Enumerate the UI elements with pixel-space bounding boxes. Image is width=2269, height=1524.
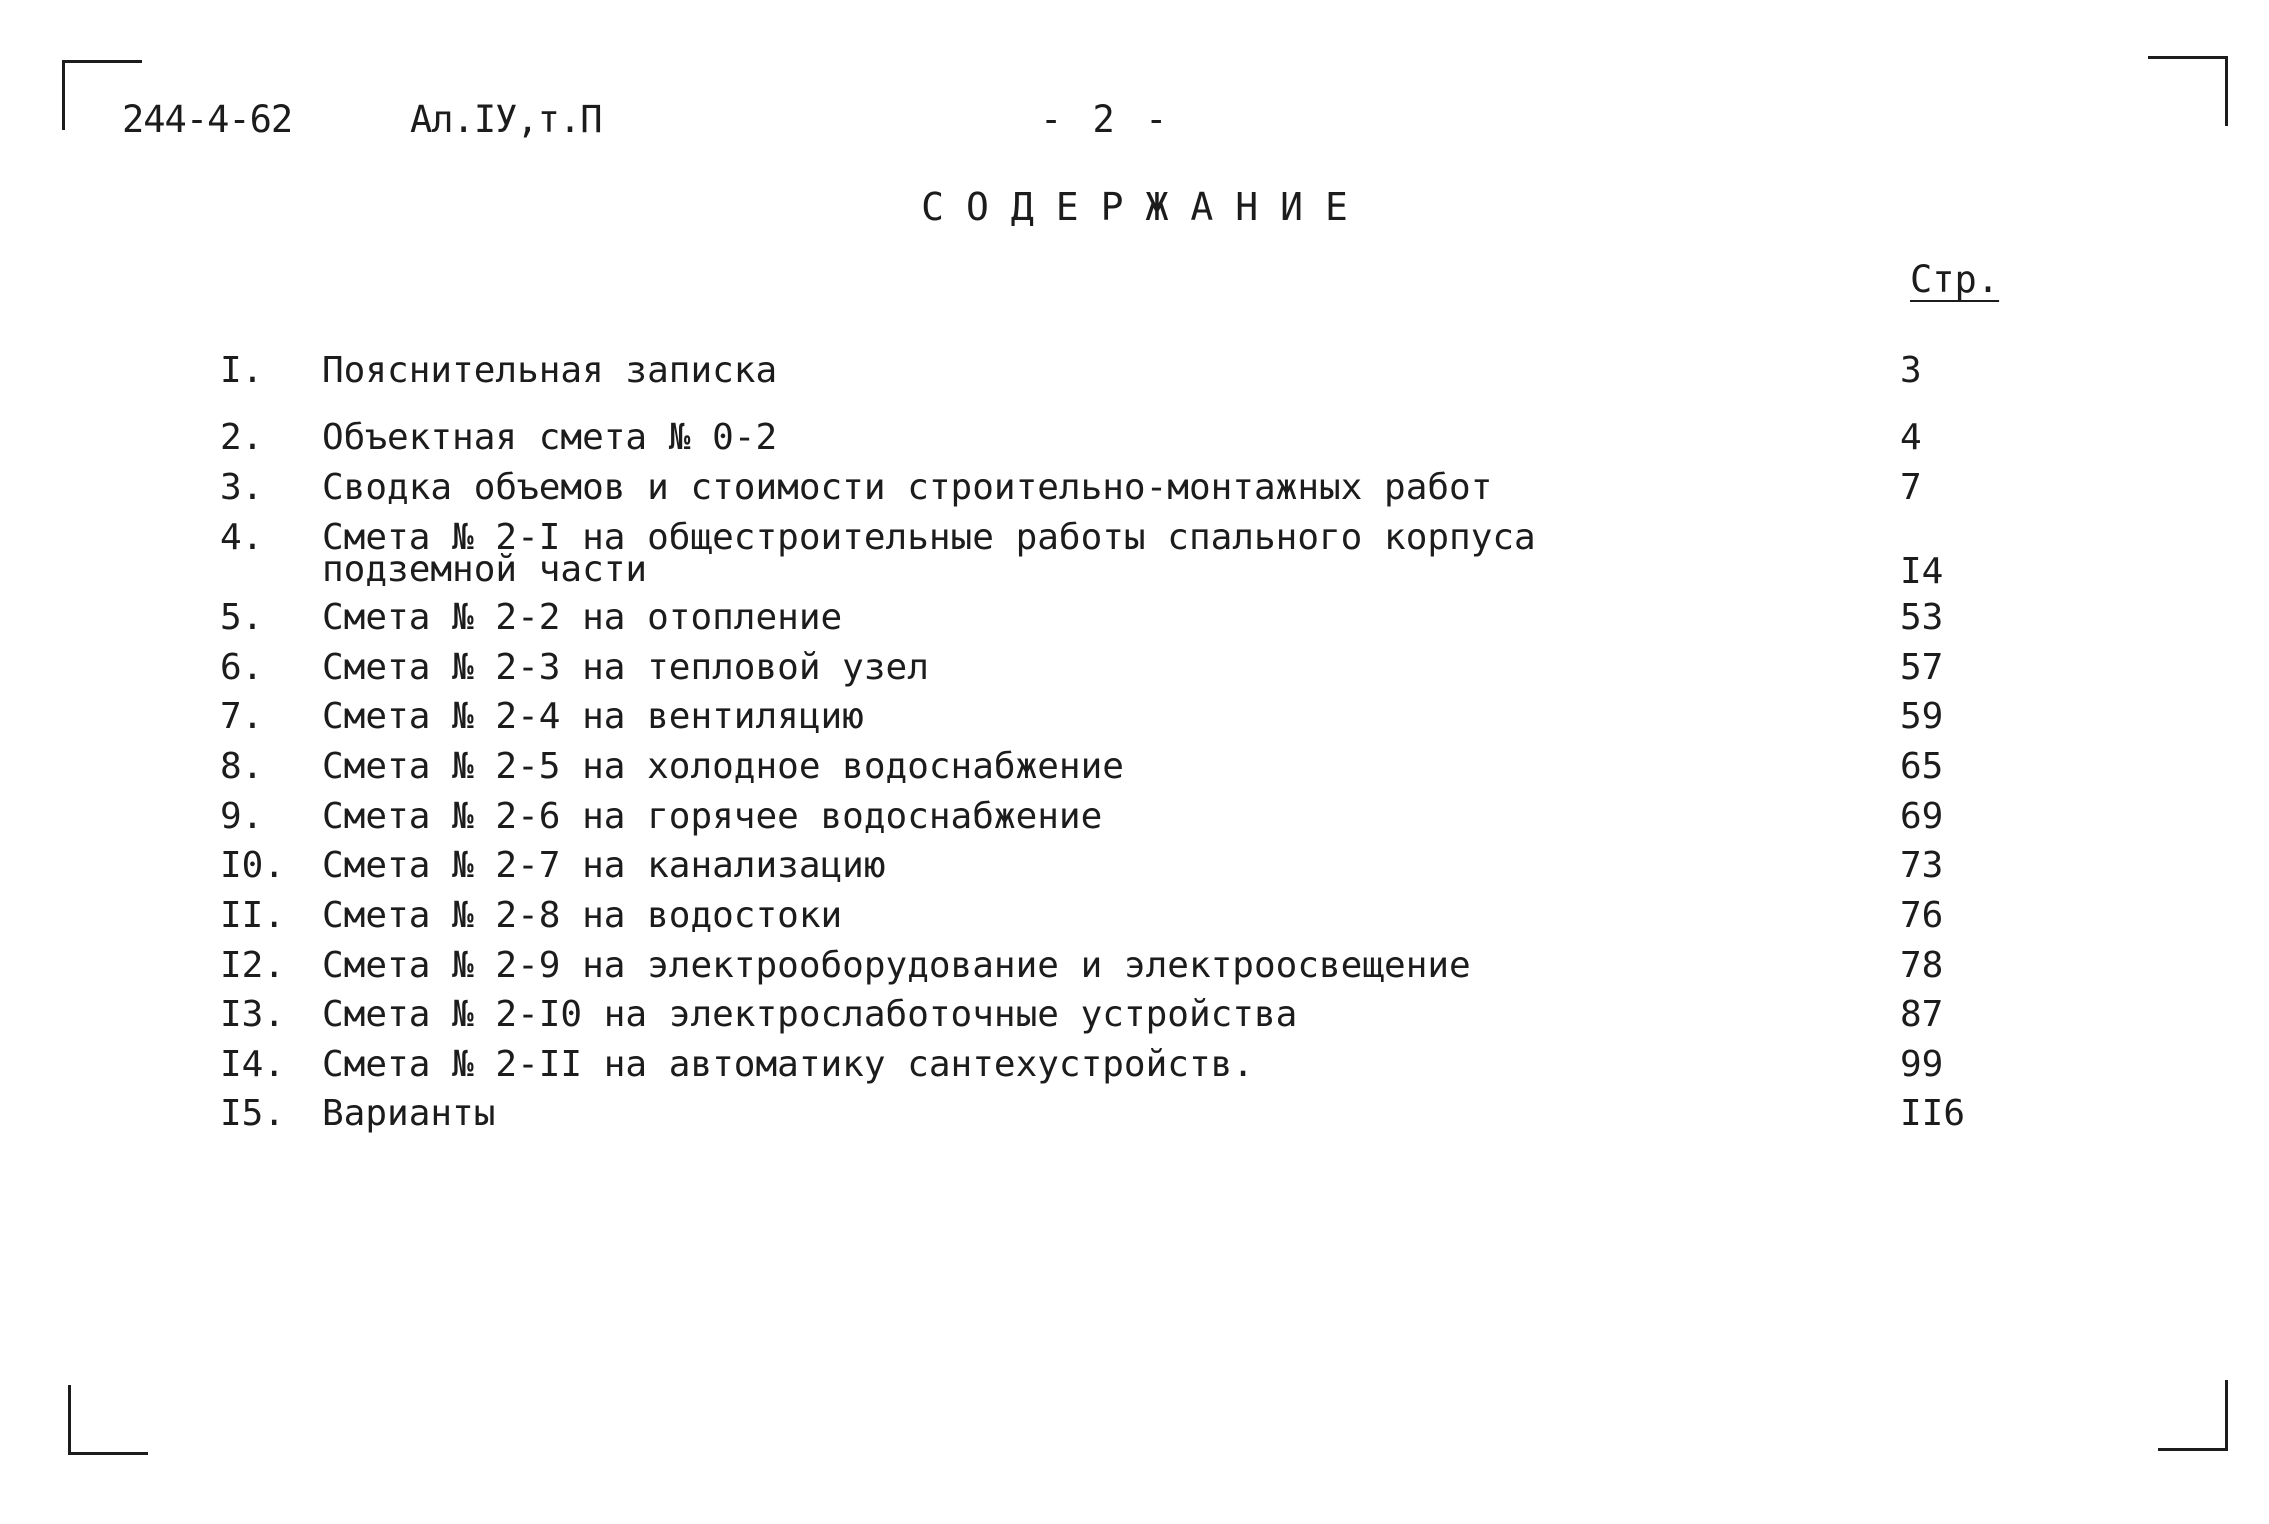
toc-item-number: II. — [220, 895, 286, 936]
toc-item-page: 87 — [1900, 994, 1944, 1035]
toc-item-title: Варианты — [322, 1093, 496, 1134]
toc-item-title: Смета № 2-II на автоматику сантехустройств. — [322, 1044, 1254, 1085]
toc-item-number: 9. — [220, 796, 264, 837]
toc-item-title: Смета № 2-7 на канализацию — [322, 845, 886, 886]
toc-item-page: 76 — [1900, 895, 1944, 936]
toc-item-page: 57 — [1900, 647, 1944, 688]
toc-item-number: I3. — [220, 994, 286, 1035]
toc-item-title: Смета № 2-2 на отопление — [322, 597, 843, 638]
page-column-label: Стр. — [1910, 258, 2000, 301]
toc-item-number: 8. — [220, 746, 264, 787]
toc-item-title: Смета № 2-I0 на электрослаботочные устройства — [322, 994, 1298, 1035]
document-code: 244-4-62 — [122, 98, 293, 141]
toc-item-number: I. — [220, 350, 264, 391]
toc-item-page: 7 — [1900, 467, 1922, 508]
toc-item-page: II6 — [1900, 1093, 1966, 1134]
toc-item-title: Смета № 2-9 на электрооборудование и электроосвещение — [322, 945, 1471, 986]
toc-item-title: Смета № 2-4 на вентиляцию — [322, 696, 864, 737]
toc-item-number: 5. — [220, 597, 264, 638]
toc-item-number: I5. — [220, 1093, 286, 1134]
corner-mark-top-right-v — [2225, 56, 2228, 126]
corner-mark-bottom-right-v — [2225, 1380, 2228, 1450]
toc-item-page: 4 — [1900, 417, 1922, 458]
toc-item-page: 69 — [1900, 796, 1944, 837]
corner-mark-top-left-h — [62, 60, 142, 63]
toc-item-number: I2. — [220, 945, 286, 986]
toc-item-number: 6. — [220, 647, 264, 688]
toc-item-number: 7. — [220, 696, 264, 737]
toc-item-page: 59 — [1900, 696, 1944, 737]
toc-item-title: Пояснительная записка — [322, 350, 778, 391]
toc-item-number: I4. — [220, 1044, 286, 1085]
toc-item-number: 2. — [220, 417, 264, 458]
toc-item-page: 3 — [1900, 350, 1922, 391]
toc-item-title: Смета № 2-6 на горячее водоснабжение — [322, 796, 1103, 837]
page-number: - 2 - — [1040, 98, 1172, 141]
corner-mark-bottom-left-h — [68, 1452, 148, 1455]
toc-item-number: I0. — [220, 845, 286, 886]
toc-item-number: 3. — [220, 467, 264, 508]
toc-item-page: 73 — [1900, 845, 1944, 886]
corner-mark-bottom-right-h — [2158, 1448, 2228, 1451]
toc-item-page: 65 — [1900, 746, 1944, 787]
toc-item-page: 78 — [1900, 945, 1944, 986]
toc-item-number: 4. — [220, 517, 264, 558]
toc-item-title: Смета № 2-3 на тепловой узел — [322, 647, 929, 688]
album-reference: Ал.IУ,т.П — [410, 98, 602, 141]
corner-mark-top-left-v — [62, 60, 65, 130]
toc-item-title: Смета № 2-I на общестроительные работы спального корпуса подземной части — [322, 517, 1558, 590]
corner-mark-top-right-h — [2148, 56, 2228, 59]
toc-item-title: Смета № 2-5 на холодное водоснабжение — [322, 746, 1124, 787]
toc-item-title: Сводка объемов и стоимости строительно-монтажных работ — [322, 467, 1493, 508]
page-title: СОДЕРЖАНИЕ — [921, 185, 1370, 229]
toc-item-title: Объектная смета № 0-2 — [322, 417, 778, 458]
toc-item-page: 53 — [1900, 597, 1944, 638]
toc-item-page: 99 — [1900, 1044, 1944, 1085]
corner-mark-bottom-left-v — [68, 1385, 71, 1455]
toc-item-title: Смета № 2-8 на водостоки — [322, 895, 843, 936]
toc-item-page: I4 — [1900, 551, 1944, 592]
